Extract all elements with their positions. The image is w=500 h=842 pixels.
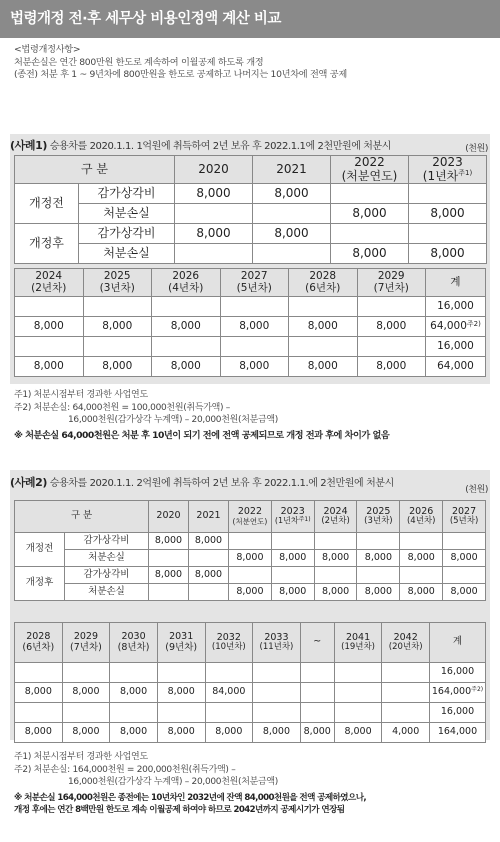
case2-cell: 8,000 bbox=[314, 550, 357, 567]
case2-t2-cell bbox=[382, 683, 430, 703]
year: 2029 bbox=[377, 269, 405, 282]
case1-table-main bbox=[14, 155, 487, 264]
case2-t2-header-2042 bbox=[382, 623, 430, 663]
case2-cell: 8,000 bbox=[149, 567, 189, 584]
case2-after-dep-label: 감가상각비 bbox=[65, 567, 149, 584]
case2-header-2021: 2021 bbox=[189, 501, 229, 533]
case2-t2-header-2033 bbox=[253, 623, 301, 663]
case1-t2-header-2024 bbox=[15, 269, 84, 297]
case1-cell bbox=[409, 224, 487, 244]
page-title: 법령개정 전·후 세무상 비용인정액 계산 비교 bbox=[0, 0, 500, 38]
case2-cell bbox=[400, 533, 443, 550]
case1-description: 승용차를 2020.1.1. 1억원에 취득하여 2년 보유 후 2022.1.1에 2천만원에 처분시 bbox=[49, 141, 392, 152]
case1-header-2022-note: (처분연도) bbox=[341, 168, 398, 183]
case2-t2-header-2041 bbox=[334, 623, 382, 663]
case2-cell: 8,000 bbox=[189, 567, 229, 584]
year: 2025 bbox=[103, 269, 131, 282]
case1-t2-total bbox=[426, 317, 486, 337]
case1-t2-cell bbox=[220, 337, 289, 357]
case2-t2-cell bbox=[15, 663, 63, 683]
total-value: 64,000 bbox=[430, 319, 467, 332]
year-sup: 주1) bbox=[298, 516, 311, 524]
case2-t2-cell bbox=[110, 663, 158, 683]
case1-cell: 8,000 bbox=[409, 244, 487, 264]
case1-t2-cell bbox=[357, 337, 426, 357]
case1-t2-cell: 8,000 bbox=[357, 357, 426, 377]
case1-t2-cell bbox=[357, 297, 426, 317]
case1-header-2021: 2021 bbox=[253, 156, 331, 184]
case2-cell: 8,000 bbox=[229, 550, 272, 567]
case2-t2-header-total: 계 bbox=[430, 623, 486, 663]
case2-header-2024 bbox=[314, 501, 357, 533]
case1-t2-cell: 8,000 bbox=[15, 317, 84, 337]
case2-heading bbox=[10, 474, 490, 495]
year: 2032 bbox=[216, 631, 241, 643]
case2-t2-header-2028 bbox=[15, 623, 63, 663]
case2-header-category: 구 분 bbox=[15, 501, 149, 533]
year-note: (10년차) bbox=[211, 642, 246, 653]
case2-t2-cell bbox=[253, 683, 301, 703]
case1-t2-cell bbox=[289, 337, 358, 357]
case1-before-dep-label: 감가상각비 bbox=[79, 184, 175, 204]
case2-header-2025 bbox=[357, 501, 400, 533]
case2-cell bbox=[443, 533, 486, 550]
year-note: (20년차) bbox=[388, 642, 423, 653]
case2-t2-total: 164,000 bbox=[430, 723, 486, 743]
case2-t2-total bbox=[430, 683, 486, 703]
case2-header-2022 bbox=[229, 501, 272, 533]
case2-header-2027 bbox=[443, 501, 486, 533]
case1-t2-cell bbox=[15, 297, 84, 317]
case1-after-dep-label: 감가상각비 bbox=[79, 224, 175, 244]
case2-after-loss-label: 처분손실 bbox=[65, 584, 149, 601]
case1-t2-header-2029 bbox=[357, 269, 426, 297]
case1-cell bbox=[253, 244, 331, 264]
case2-table-continued bbox=[14, 622, 486, 743]
year-note: (8년차) bbox=[117, 641, 150, 653]
year-note: (7년차) bbox=[373, 281, 409, 294]
year: 2024 bbox=[323, 505, 348, 517]
case1-t2-total: 16,000 bbox=[426, 297, 486, 317]
case2-t2-cell bbox=[157, 663, 205, 683]
year-note: (2년차) bbox=[31, 281, 67, 294]
case2-row-after: 개정후 bbox=[15, 567, 65, 601]
year: 2027 bbox=[451, 505, 477, 517]
case1-heading bbox=[10, 137, 490, 153]
year-note: (3년차) bbox=[364, 516, 393, 527]
year: 2028 bbox=[309, 269, 337, 282]
case2-cell: 8,000 bbox=[400, 584, 443, 601]
case2-t2-cell: 8,000 bbox=[334, 723, 382, 743]
year-note: (3년차) bbox=[99, 281, 135, 294]
case1-t2-header-2027 bbox=[220, 269, 289, 297]
case1-cell bbox=[331, 184, 409, 204]
year: 2023 bbox=[280, 505, 305, 517]
case2-cell bbox=[271, 567, 314, 584]
case2-t2-cell: 8,000 bbox=[62, 683, 110, 703]
case1-t2-cell: 8,000 bbox=[152, 357, 221, 377]
case2-t2-cell: 8,000 bbox=[15, 683, 63, 703]
case2-t2-cell bbox=[62, 663, 110, 683]
case2-t2-cell: 8,000 bbox=[110, 683, 158, 703]
total-value: 164,000 bbox=[431, 686, 472, 698]
year: 2024 bbox=[35, 269, 63, 282]
case2-t2-cell bbox=[110, 703, 158, 723]
case1-t2-cell bbox=[83, 337, 152, 357]
case2-t2-cell bbox=[205, 703, 253, 723]
case1-t2-cell: 8,000 bbox=[220, 317, 289, 337]
case2-cell: 8,000 bbox=[443, 584, 486, 601]
case1-header-2022-year: 2022 bbox=[354, 155, 385, 170]
case1-t2-cell bbox=[15, 337, 84, 357]
year-note: (9년차) bbox=[165, 641, 198, 653]
case1-cell: 8,000 bbox=[409, 204, 487, 224]
case2-summary-2: 개정 후에는 연간 8백만원 한도로 계속 이월공제 하여야 하므로 2042년까지 공제시기가 연장됨 bbox=[14, 805, 345, 815]
case1-cell bbox=[409, 184, 487, 204]
case2-t2-cell: 8,000 bbox=[62, 723, 110, 743]
case1-footnotes bbox=[14, 389, 389, 442]
case2-table-main bbox=[14, 500, 486, 601]
case2-cell bbox=[149, 550, 189, 567]
year-note: (1년차 bbox=[274, 516, 299, 526]
case2-header-2023 bbox=[271, 501, 314, 533]
case1-t2-cell bbox=[83, 297, 152, 317]
case2-cell: 8,000 bbox=[229, 584, 272, 601]
case1-header-2020: 2020 bbox=[175, 156, 253, 184]
case1-cell bbox=[331, 224, 409, 244]
case2-footnotes bbox=[14, 751, 366, 817]
case2-t2-cell bbox=[253, 663, 301, 683]
case2-t2-cell: 8,000 bbox=[205, 723, 253, 743]
case2-t2-cell: 8,000 bbox=[253, 723, 301, 743]
case2-cell bbox=[357, 567, 400, 584]
case1-t2-cell bbox=[220, 297, 289, 317]
case2-before-dep-label: 감가상각비 bbox=[65, 533, 149, 550]
case2-t2-cell bbox=[15, 703, 63, 723]
case1-t2-cell: 8,000 bbox=[289, 317, 358, 337]
case2-footnote-3: 16,000천원(감가상각 누계액) – 20,000천원(처분금액) bbox=[68, 777, 279, 787]
total-sup: 주2) bbox=[466, 319, 481, 328]
case1-summary: ※ 처분손실 64,000천원은 처분 후 10년이 되기 전에 전액 공제되므로 개정 전과 후에 차이가 없음 bbox=[14, 429, 390, 441]
case2-t2-cell bbox=[334, 663, 382, 683]
case2-header-2020: 2020 bbox=[149, 501, 189, 533]
year: 2033 bbox=[264, 631, 289, 643]
year: 2031 bbox=[169, 631, 194, 643]
case1-cell: 8,000 bbox=[253, 224, 331, 244]
year-note: (4년차) bbox=[168, 281, 204, 294]
case2-t2-cell bbox=[300, 703, 334, 723]
case2-cell bbox=[229, 533, 272, 550]
case2-t2-cell bbox=[157, 703, 205, 723]
year: 2029 bbox=[73, 631, 99, 643]
year-note: (4년차) bbox=[406, 516, 436, 527]
case2-label: (사례2) bbox=[10, 476, 47, 489]
case2-t2-total: 16,000 bbox=[430, 703, 486, 723]
case1-header-2023-year: 2023 bbox=[432, 155, 463, 170]
case1-label: (사례1) bbox=[10, 139, 47, 152]
case1-cell: 8,000 bbox=[253, 184, 331, 204]
case1-t2-total: 16,000 bbox=[426, 337, 486, 357]
case2-cell bbox=[314, 567, 357, 584]
case1-t2-cell bbox=[152, 337, 221, 357]
case1-footnote-1: 주1) 처분시점부터 경과한 사업연도 bbox=[14, 390, 148, 400]
case2-t2-cell bbox=[62, 703, 110, 723]
year: 2041 bbox=[345, 631, 371, 643]
case1-t2-cell: 8,000 bbox=[83, 357, 152, 377]
case2-cell: 8,000 bbox=[149, 533, 189, 550]
case1-header-2023-sup: 주1) bbox=[458, 168, 473, 177]
notes-heading: <법령개정사항> bbox=[14, 44, 81, 55]
case1-cell: 8,000 bbox=[175, 184, 253, 204]
case1-after-loss-label: 처분손실 bbox=[79, 244, 175, 264]
year-note: (처분연도) bbox=[232, 516, 268, 526]
case1-cell: 8,000 bbox=[331, 204, 409, 224]
year-note: (6년차) bbox=[22, 641, 55, 653]
case2-t2-cell bbox=[300, 663, 334, 683]
case2-t2-cell: 8,000 bbox=[300, 723, 334, 743]
case2-t2-header-2030 bbox=[110, 623, 158, 663]
case2-cell bbox=[149, 584, 189, 601]
case2-summary-1: ※ 처분손실 164,000천원은 종전에는 10년차인 2032년에 잔액 84,000천원을 전액 공제하였으나, bbox=[14, 792, 367, 803]
case2-before-loss-label: 처분손실 bbox=[65, 550, 149, 567]
year: 2025 bbox=[366, 505, 391, 517]
case1-t2-cell: 8,000 bbox=[83, 317, 152, 337]
case2-cell: 8,000 bbox=[189, 533, 229, 550]
year: 2030 bbox=[121, 631, 146, 643]
year-note: (5년차) bbox=[236, 281, 272, 294]
case1-footnote-3: 16,000천원(감가상각 누계액) – 20,000천원(처분금액) bbox=[68, 415, 279, 425]
case2-t2-cell bbox=[382, 663, 430, 683]
case2-t2-cell bbox=[382, 703, 430, 723]
case1-cell bbox=[175, 204, 253, 224]
case1-t2-header-2025 bbox=[83, 269, 152, 297]
case2-cell: 8,000 bbox=[357, 550, 400, 567]
case1-header-2023-note: (1년차 bbox=[422, 168, 459, 183]
case1-header-category: 구 분 bbox=[15, 156, 175, 184]
case2-t2-header-2031 bbox=[157, 623, 205, 663]
case2-cell: 8,000 bbox=[271, 550, 314, 567]
case2-cell: 8,000 bbox=[271, 584, 314, 601]
case2-header-2026 bbox=[400, 501, 443, 533]
case2-t2-cell: 8,000 bbox=[157, 723, 205, 743]
case1-table-continued bbox=[14, 268, 486, 377]
case2-cell bbox=[314, 533, 357, 550]
case2-t2-cell: 84,000 bbox=[205, 683, 253, 703]
case2-cell: 8,000 bbox=[314, 584, 357, 601]
case2-cell: 8,000 bbox=[357, 584, 400, 601]
case2-t2-header-2029 bbox=[62, 623, 110, 663]
case1-header-2022 bbox=[331, 156, 409, 184]
notes-line-1: 처분손실은 연간 800만원 한도로 계속하여 이월공제 하도록 개정 bbox=[14, 56, 264, 68]
case2-row-before: 개정전 bbox=[15, 533, 65, 567]
case2-t2-cell bbox=[334, 683, 382, 703]
year: 2026 bbox=[409, 505, 434, 517]
case1-t2-cell: 8,000 bbox=[220, 357, 289, 377]
case1-t2-cell: 8,000 bbox=[357, 317, 426, 337]
case2-t2-header-ellipsis: ~ bbox=[300, 623, 334, 663]
case1-footnote-2: 주2) 처분손실: 64,000천원 = 100,000천원(취득가액) – bbox=[14, 402, 230, 413]
amendment-notes bbox=[14, 44, 347, 82]
case1-cell bbox=[253, 204, 331, 224]
case2-t2-total: 16,000 bbox=[430, 663, 486, 683]
year-note: (6년차) bbox=[305, 281, 341, 294]
year: 2026 bbox=[172, 269, 200, 282]
year: 2042 bbox=[393, 631, 418, 643]
case1-t2-header-total: 계 bbox=[426, 269, 486, 297]
year: 2027 bbox=[240, 269, 268, 282]
case2-t2-cell: 8,000 bbox=[15, 723, 63, 743]
case2-t2-cell bbox=[205, 663, 253, 683]
case2-cell bbox=[189, 550, 229, 567]
case2-cell bbox=[189, 584, 229, 601]
case2-cell bbox=[443, 567, 486, 584]
year: 2022 bbox=[237, 506, 262, 518]
case2-unit: (천원) bbox=[465, 485, 488, 495]
case1-t2-cell: 8,000 bbox=[152, 317, 221, 337]
case1-t2-cell bbox=[152, 297, 221, 317]
case2-footnote-1: 주1) 처분시점부터 경과한 사업연도 bbox=[14, 752, 148, 762]
case1-row-after: 개정후 bbox=[15, 224, 79, 264]
year: 2028 bbox=[26, 631, 51, 643]
year-note: (19년차) bbox=[341, 642, 375, 653]
case1-unit: (천원) bbox=[465, 144, 488, 154]
case1-t2-total: 64,000 bbox=[426, 357, 486, 377]
case1-t2-header-2028 bbox=[289, 269, 358, 297]
case1-cell: 8,000 bbox=[331, 244, 409, 264]
case2-cell bbox=[400, 567, 443, 584]
case1-t2-header-2026 bbox=[152, 269, 221, 297]
case2-t2-header-2032 bbox=[205, 623, 253, 663]
case2-cell: 8,000 bbox=[443, 550, 486, 567]
case2-t2-cell: 8,000 bbox=[110, 723, 158, 743]
case1-cell bbox=[175, 244, 253, 264]
case2-t2-cell: 4,000 bbox=[382, 723, 430, 743]
case2-cell bbox=[229, 567, 272, 584]
case2-cell: 8,000 bbox=[400, 550, 443, 567]
case1-t2-cell: 8,000 bbox=[289, 357, 358, 377]
case2-t2-cell bbox=[334, 703, 382, 723]
year-note: (7년차) bbox=[70, 641, 102, 653]
year-note: (5년차) bbox=[449, 516, 479, 527]
case1-header-2023 bbox=[409, 156, 487, 184]
case2-t2-cell bbox=[253, 703, 301, 723]
notes-line-2: (종전) 처분 후 1 ~ 9년차에 800만원을 한도로 공제하고 나머지는 10년차에 전액 공제 bbox=[14, 69, 347, 80]
case2-t2-cell bbox=[300, 683, 334, 703]
year-note: (2년차) bbox=[321, 516, 350, 527]
case1-cell: 8,000 bbox=[175, 224, 253, 244]
case2-description: 승용차를 2020.1.1. 2억원에 취득하여 2년 보유 후 2022.1.1.에 2천만원에 처분시 bbox=[49, 478, 394, 489]
case1-t2-cell bbox=[289, 297, 358, 317]
total-sup: 주2) bbox=[471, 686, 484, 694]
case2-cell bbox=[271, 533, 314, 550]
case1-row-before: 개정전 bbox=[15, 184, 79, 224]
case1-t2-cell: 8,000 bbox=[15, 357, 84, 377]
case1-before-loss-label: 처분손실 bbox=[79, 204, 175, 224]
year-note: (11년차) bbox=[259, 642, 294, 653]
case2-t2-cell: 8,000 bbox=[157, 683, 205, 703]
case2-cell bbox=[357, 533, 400, 550]
case2-footnote-2: 주2) 처분손실: 164,000천원 = 200,000천원(취득가액) – bbox=[14, 764, 236, 775]
